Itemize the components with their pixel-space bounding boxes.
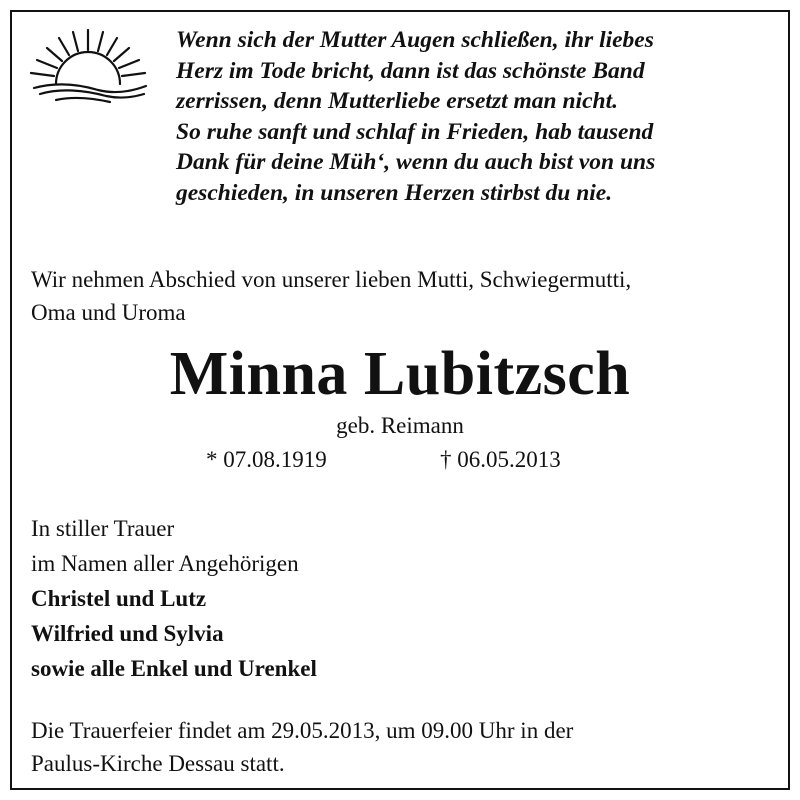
- service-line: Paulus-Kirche Dessau statt.: [31, 751, 285, 776]
- deceased-name: Minna Lubitzsch: [169, 340, 631, 408]
- mourners-line: In stiller Trauer: [31, 516, 175, 541]
- funeral-service-info: [31, 714, 781, 780]
- maiden-name: geb. Reimann: [336, 413, 464, 438]
- farewell-intro: [31, 263, 781, 329]
- family-member: Wilfried und Sylvia: [31, 621, 224, 646]
- poem-line: zerrissen, denn Mutterliebe ersetzt man nicht.: [176, 88, 618, 114]
- birth-date: * 07.08.1919: [206, 447, 327, 472]
- mourners-block: [31, 511, 731, 686]
- poem-line: geschieden, in unseren Herzen stirbst du nie.: [176, 179, 613, 206]
- intro-line: Oma und Uroma: [31, 300, 186, 325]
- sunset-over-hills-icon: [26, 26, 150, 112]
- family-member: sowie alle Enkel und Urenkel: [31, 656, 317, 681]
- poem-line: Wenn sich der Mutter Augen schließen, ihr liebes: [176, 27, 654, 53]
- poem-line: Dank für deine Müh‘, wenn du auch bist von uns: [176, 149, 656, 175]
- death-date: † 06.05.2013: [440, 447, 561, 472]
- service-line: Die Trauerfeier findet am 29.05.2013, um 09.00 Uhr in der: [31, 718, 574, 743]
- intro-line: Wir nehmen Abschied von unserer lieben Mutti, Schwiegermutti,: [31, 267, 632, 292]
- family-member: Christel und Lutz: [31, 586, 207, 611]
- poem: [176, 25, 776, 208]
- poem-line: So ruhe sanft und schlaf in Frieden, hab tausend: [176, 118, 654, 145]
- poem-line: Herz im Tode bricht, dann ist das schönste Band: [176, 57, 645, 84]
- mourners-line: im Namen aller Angehörigen: [31, 551, 299, 576]
